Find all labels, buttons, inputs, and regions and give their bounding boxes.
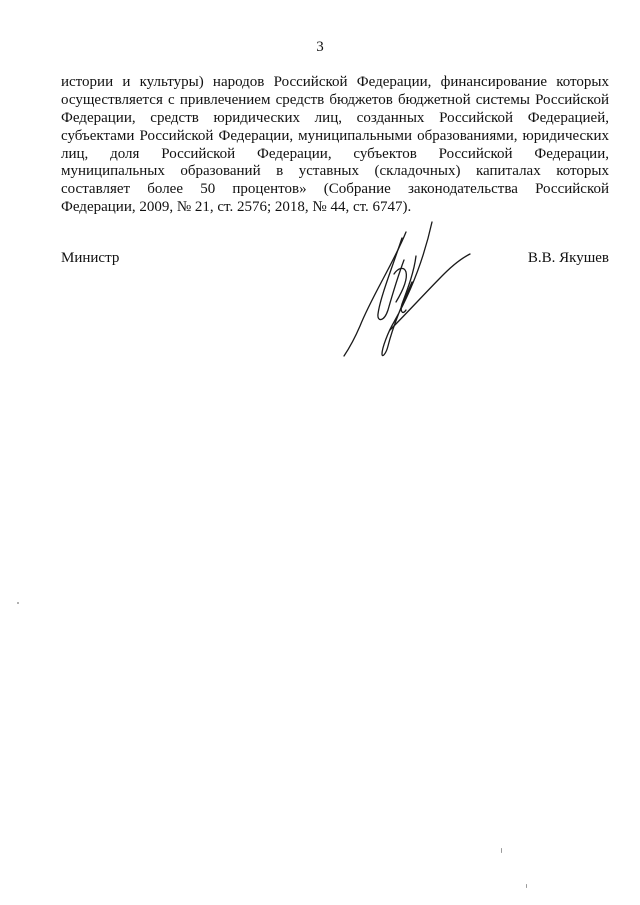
scan-speck <box>526 884 527 888</box>
body-line: истории и культуры) народов Российской Федерации, финансирование которых <box>61 74 609 90</box>
body-line: муниципальных образований в уставных (складочных) капиталах которых <box>61 163 609 180</box>
body-paragraph <box>61 74 609 217</box>
body-line: Федерации, 2009, № 21, ст. 2576; 2018, № 44, ст. 6747). <box>61 199 412 216</box>
handwritten-signature <box>332 218 474 360</box>
signer-title: Министр <box>61 250 120 266</box>
body-line: осуществляется с привлечением средств бюджетов бюджетной системы Российской <box>61 91 609 108</box>
body-line: субъектами Российской Федерации, муниципальными образованиями, юридических <box>61 127 609 144</box>
scan-speck <box>501 848 502 853</box>
body-line: лиц, доля Российской Федерации, субъектов Российской Федерации, <box>61 145 609 162</box>
body-line: Федерации, средств юридических лиц, созданных Российской Федерацией, <box>61 109 609 126</box>
signer-name: В.В. Якушев <box>527 250 609 266</box>
body-line: составляет более 50 процентов» (Собрание законодательства Российской <box>61 181 609 198</box>
scan-speck <box>17 602 19 604</box>
page-number: 3 <box>316 39 324 55</box>
